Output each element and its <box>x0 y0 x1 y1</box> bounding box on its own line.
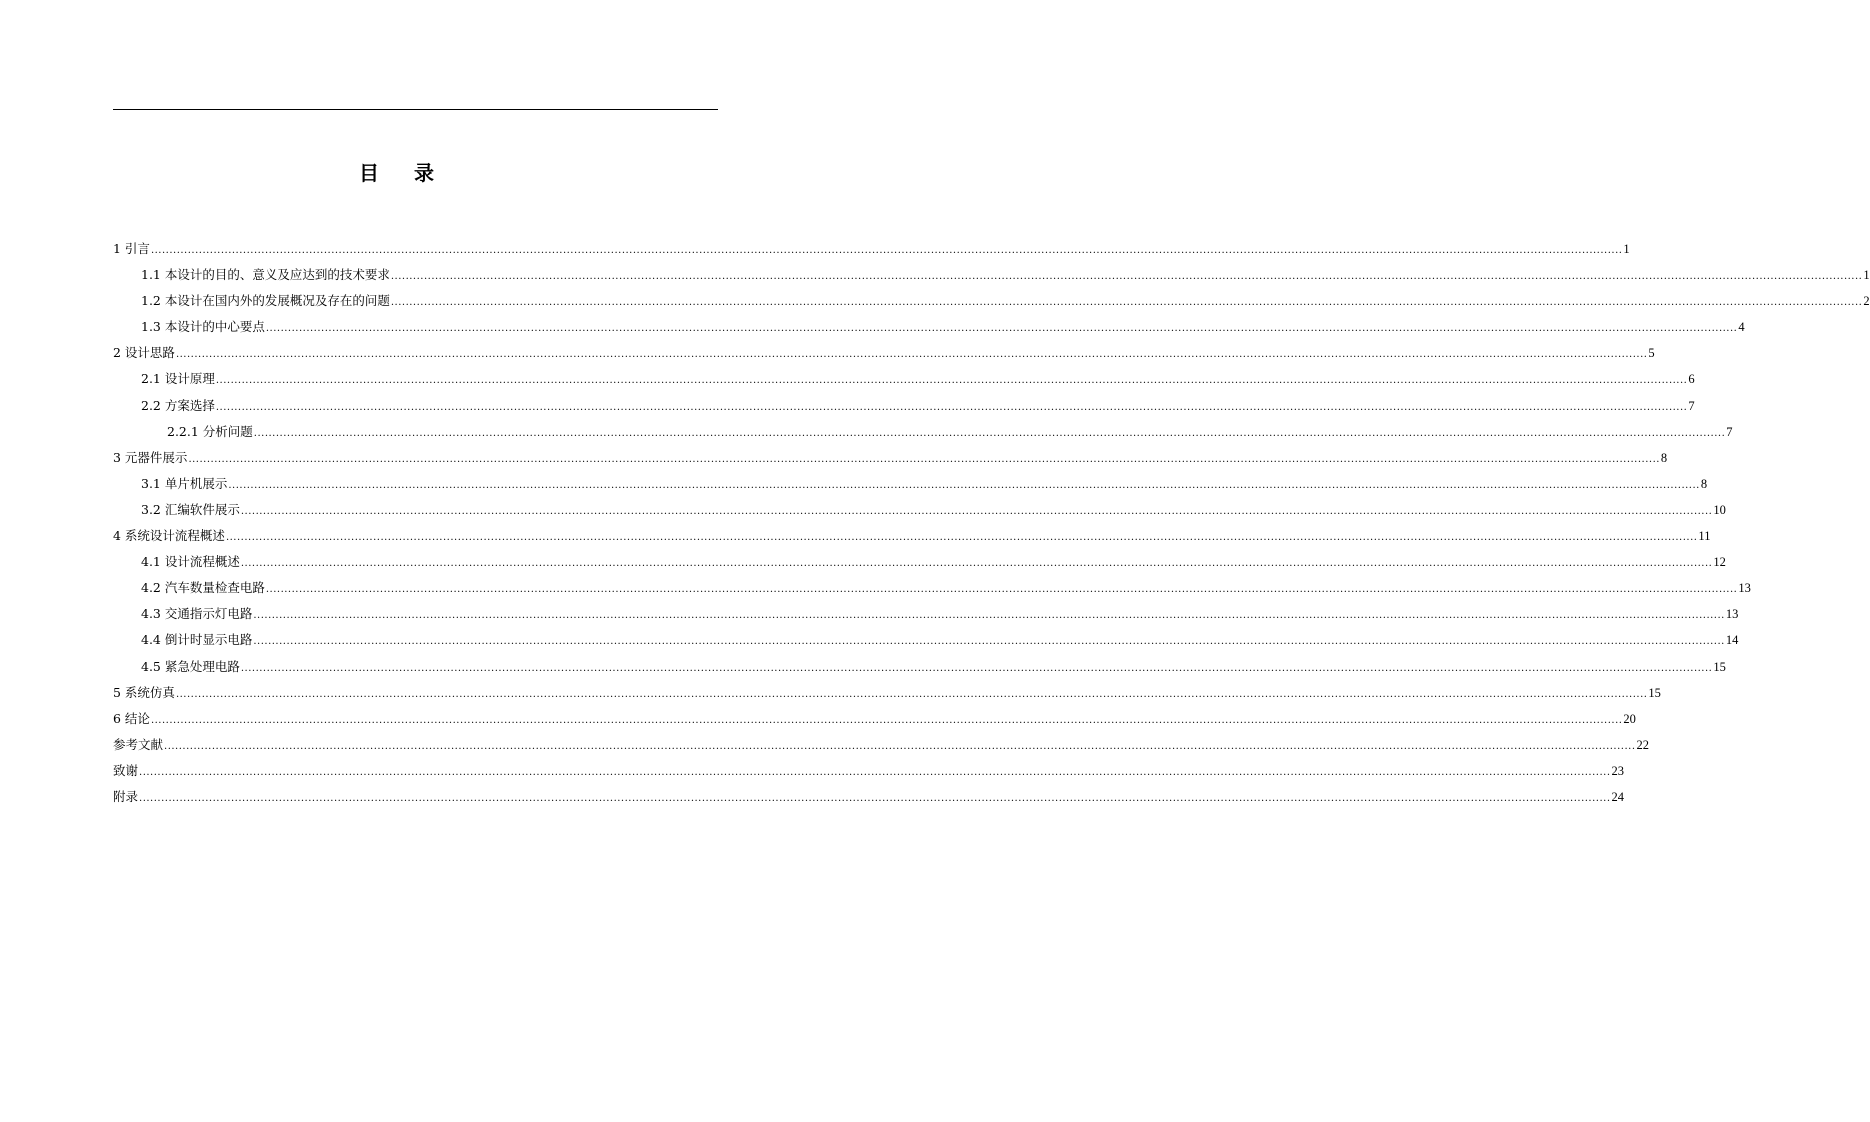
toc-entry[interactable] <box>113 601 1739 627</box>
toc-entry-label: 2 设计思路 <box>113 345 175 361</box>
toc-entry-label: 5 系统仿真 <box>113 684 175 700</box>
toc-entry[interactable] <box>113 549 1726 575</box>
toc-entry-page: 4 <box>1738 320 1745 335</box>
toc-entry-label: 1.1 本设计的目的、意义及应达到的技术要求 <box>141 267 390 283</box>
toc-leader-dots: ................................................................................................................................................................................................................................................................................................................................................................................................................ <box>265 323 1738 335</box>
toc-entry-label: 1 引言 <box>113 241 150 256</box>
toc-entry-label: 4 系统设计流程概述 <box>113 528 225 544</box>
toc-leader-dots: ................................................................................................................................................................................................................................................................................................................................................................................................................ <box>228 479 1700 491</box>
toc-entry-page: 15 <box>1713 659 1726 674</box>
toc-entry[interactable] <box>113 314 1745 340</box>
toc-leader-dots: ................................................................................................................................................................................................................................................................................................................................................................................................................ <box>215 401 1688 413</box>
toc-leader-dots: ................................................................................................................................................................................................................................................................................................................................................................................................................ <box>253 636 1725 648</box>
toc-entry-page: 7 <box>1688 398 1695 413</box>
toc-entry[interactable] <box>113 497 1726 523</box>
toc-entry-label: 4.4 倒计时显示电路 <box>141 632 253 648</box>
toc-entry-label: 3.2 汇编软件展示 <box>141 501 240 517</box>
toc-leader-dots: ................................................................................................................................................................................................................................................................................................................................................................................................................ <box>150 714 1623 726</box>
toc-entry-page: 7 <box>1726 424 1733 439</box>
toc-entry[interactable] <box>113 471 1708 497</box>
toc-leader-dots: ................................................................................................................................................................................................................................................................................................................................................................................................................ <box>253 610 1725 622</box>
toc-entry-page: 15 <box>1648 685 1661 700</box>
toc-entry[interactable] <box>113 575 1751 601</box>
toc-entry[interactable] <box>113 445 1668 471</box>
toc-entry-label: 3 元器件展示 <box>113 449 188 465</box>
toc-entry-page: 11 <box>1698 529 1711 544</box>
toc-entry[interactable] <box>113 340 1655 366</box>
toc-entry-page: 8 <box>1700 476 1708 491</box>
toc-entry-label: 致谢 <box>113 762 139 778</box>
toc-entry-page: 23 <box>1611 763 1624 778</box>
toc-leader-dots: ................................................................................................................................................................................................................................................................................................................................................................................................................ <box>390 297 1863 309</box>
toc-entry-page: 10 <box>1713 502 1726 517</box>
toc-entry-page: 14 <box>1725 633 1739 648</box>
toc-entry[interactable] <box>113 784 1624 810</box>
toc-entry[interactable] <box>113 654 1726 680</box>
toc-entry[interactable] <box>113 706 1636 732</box>
toc-entry-label: 4.5 紧急处理电路 <box>141 658 240 674</box>
toc-entry[interactable] <box>113 288 1870 314</box>
toc-entry[interactable] <box>113 732 1649 758</box>
toc-entry-page: 8 <box>1660 450 1668 465</box>
toc-entry-page: 24 <box>1611 789 1624 804</box>
toc-leader-dots: ................................................................................................................................................................................................................................................................................................................................................................................................................ <box>164 740 1636 752</box>
toc-entry-label: 1.2 本设计在国内外的发展概况及存在的问题 <box>141 293 390 309</box>
toc-leader-dots: ................................................................................................................................................................................................................................................................................................................................................................................................................ <box>150 245 1623 256</box>
toc-entry-page: 1 <box>1863 268 1870 283</box>
toc-entry-page: 1 <box>1623 242 1630 256</box>
toc-leader-dots: ................................................................................................................................................................................................................................................................................................................................................................................................................ <box>175 688 1648 700</box>
toc-entry-page: 22 <box>1636 737 1649 752</box>
toc-entry[interactable] <box>113 758 1624 784</box>
toc-entry-page: 13 <box>1738 581 1751 596</box>
toc-entry-page: 6 <box>1688 372 1695 387</box>
toc-leader-dots: ................................................................................................................................................................................................................................................................................................................................................................................................................ <box>240 558 1713 570</box>
toc-entry-label: 4.2 汽车数量检查电路 <box>141 580 265 596</box>
toc-entry-label: 1.3 本设计的中心要点 <box>141 319 265 335</box>
toc-entry-label: 6 结论 <box>113 710 150 726</box>
toc-entry[interactable] <box>113 419 1733 445</box>
toc-leader-dots: ................................................................................................................................................................................................................................................................................................................................................................................................................ <box>240 662 1713 674</box>
toc-list <box>113 236 1870 810</box>
toc-entry-page: 2 <box>1863 294 1870 309</box>
toc-entry-page: 20 <box>1623 711 1636 726</box>
toc-entry-label: 2.1 设计原理 <box>141 371 215 387</box>
toc-entry-label: 2.2.1 分析问题 <box>167 423 253 439</box>
toc-entry-label: 附录 <box>113 788 139 804</box>
toc-leader-dots: ................................................................................................................................................................................................................................................................................................................................................................................................................ <box>265 584 1738 596</box>
toc-leader-dots: ................................................................................................................................................................................................................................................................................................................................................................................................................ <box>240 505 1713 517</box>
toc-entry-label: 4.1 设计流程概述 <box>141 554 240 570</box>
toc-title: 目 录 <box>359 161 448 185</box>
toc-entry-page: 12 <box>1713 555 1726 570</box>
toc-entry[interactable] <box>113 262 1870 288</box>
toc-entry-label: 2.2 方案选择 <box>141 397 215 413</box>
toc-leader-dots: ................................................................................................................................................................................................................................................................................................................................................................................................................ <box>175 349 1648 361</box>
toc-entry[interactable] <box>113 523 1711 549</box>
toc-entry[interactable] <box>113 366 1695 392</box>
toc-entry[interactable] <box>113 627 1739 653</box>
toc-entry[interactable] <box>113 393 1695 419</box>
toc-leader-dots: ................................................................................................................................................................................................................................................................................................................................................................................................................ <box>139 792 1611 804</box>
toc-leader-dots: ................................................................................................................................................................................................................................................................................................................................................................................................................ <box>215 375 1688 387</box>
header-rule <box>113 109 718 110</box>
toc-leader-dots: ................................................................................................................................................................................................................................................................................................................................................................................................................ <box>253 427 1726 439</box>
toc-entry-page: 13 <box>1725 607 1739 622</box>
toc-entry[interactable] <box>113 236 1630 262</box>
toc-entry-label: 参考文献 <box>113 736 164 752</box>
toc-entry[interactable] <box>113 680 1661 706</box>
toc-leader-dots: ................................................................................................................................................................................................................................................................................................................................................................................................................ <box>188 453 1660 465</box>
toc-entry-page: 5 <box>1648 346 1655 361</box>
toc-leader-dots: ................................................................................................................................................................................................................................................................................................................................................................................................................ <box>139 766 1611 778</box>
toc-leader-dots: ................................................................................................................................................................................................................................................................................................................................................................................................................ <box>225 532 1698 544</box>
toc-entry-label: 4.3 交通指示灯电路 <box>141 606 253 622</box>
toc-leader-dots: ................................................................................................................................................................................................................................................................................................................................................................................................................ <box>390 271 1863 283</box>
toc-entry-label: 3.1 单片机展示 <box>141 475 228 491</box>
